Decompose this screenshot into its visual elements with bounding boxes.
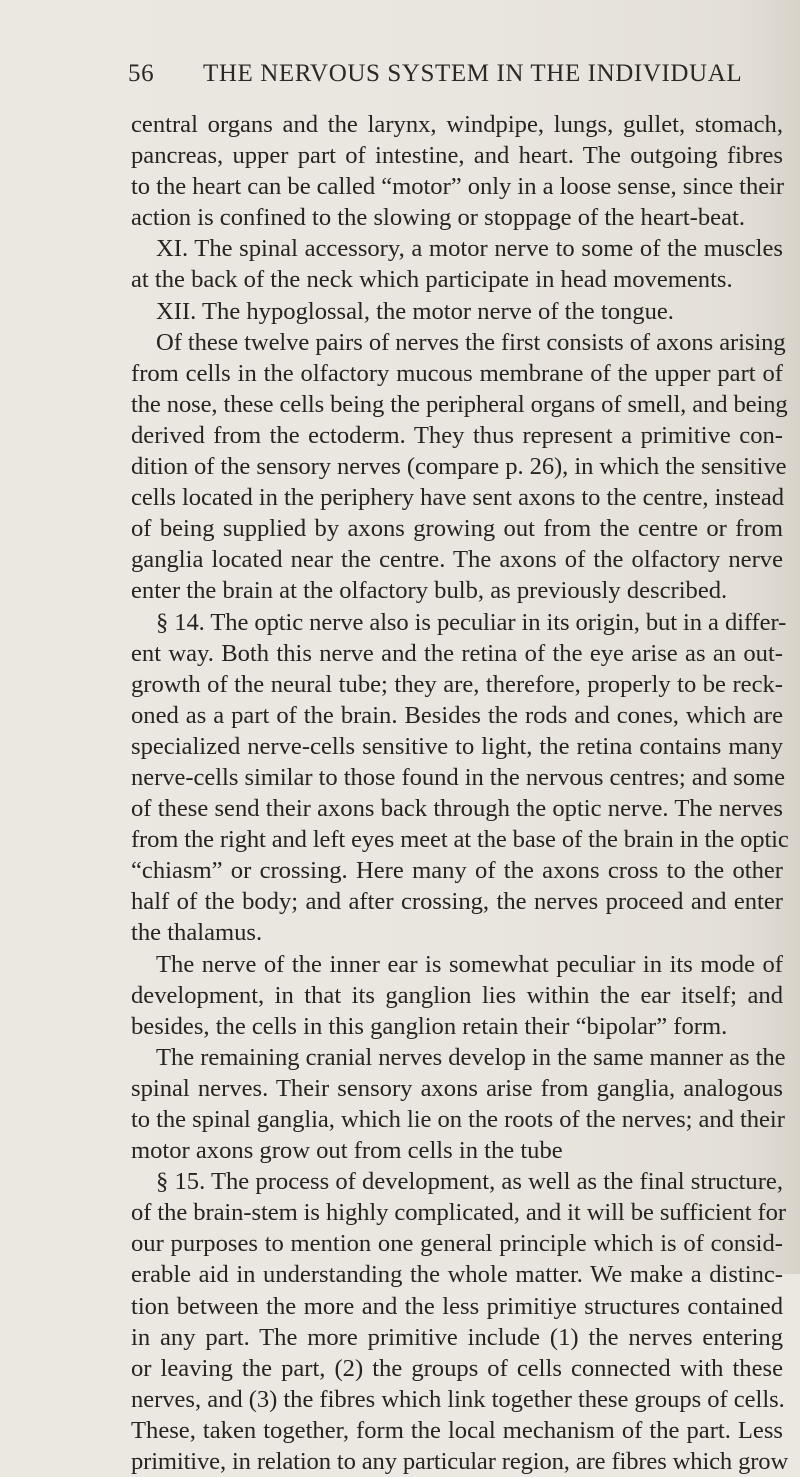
text-line: of being supplied by axons growing out from the centre or from xyxy=(131,515,783,543)
text-line: dition of the sensory nerves (compare p. 26), in which the sensitive xyxy=(131,453,787,481)
text-line: besides, the cells in this ganglion retain their “bipolar” form. xyxy=(131,1012,728,1040)
text-line: § 14. The optic nerve also is peculiar in its origin, but in a differ- xyxy=(156,608,787,636)
text-line: pancreas, upper part of intestine, and heart. The outgoing fibres xyxy=(131,142,783,170)
text-line: of the brain-stem is highly complicated, and it will be sufficient for xyxy=(131,1199,786,1227)
text-line: These, taken together, form the local mechanism of the part. Less xyxy=(131,1416,783,1444)
text-line: enter the brain at the olfactory bulb, as previously described. xyxy=(131,577,728,605)
page-number: 56 xyxy=(128,60,155,87)
text-line: at the back of the neck which participate in head movements. xyxy=(131,266,733,294)
text-line: primitive, in relation to any particular region, are fibres which grow xyxy=(131,1448,789,1476)
text-line: of these send their axons back through the optic nerve. The nerves xyxy=(131,795,783,823)
text-line: central organs and the larynx, windpipe, lungs, gullet, stomach, xyxy=(131,111,783,138)
text-line: XI. The spinal accessory, a motor nerve to some of the muscles xyxy=(156,235,783,263)
text-line: nerves, and (3) the fibres which link together these groups of cells. xyxy=(131,1385,785,1413)
text-line: the thalamus. xyxy=(131,919,263,947)
text-line: “chiasm” or crossing. Here many of the axons cross to the other xyxy=(131,857,783,885)
text-line: XII. The hypoglossal, the motor nerve of the tongue. xyxy=(156,297,674,325)
text-line: The remaining cranial nerves develop in the same manner as the xyxy=(156,1043,786,1071)
text-line: to the heart can be called “motor” only in a loose sense, since their xyxy=(131,173,785,201)
text-line: § 15. The process of development, as well as the final structure, xyxy=(156,1168,783,1196)
text-line: from cells in the olfactory mucous membrane of the upper part of xyxy=(131,359,783,387)
text-line: ent way. Both this nerve and the retina of the eye arise as an out- xyxy=(131,639,783,667)
text-line: to the spinal ganglia, which lie on the roots of the nerves; and their xyxy=(131,1106,785,1133)
page-header xyxy=(0,60,800,100)
text-line: tion between the more and the less primitiye structures contained xyxy=(131,1292,783,1320)
text-line: from the right and left eyes meet at the base of the brain in the optic xyxy=(131,826,789,854)
text-line: Of these twelve pairs of nerves the first consists of axons arising xyxy=(156,328,786,356)
text-line: half of the body; and after crossing, the nerves proceed and enter xyxy=(131,888,783,916)
text-line: oned as a part of the brain. Besides the rods and cones, which are xyxy=(131,701,783,729)
text-line: nerve-cells similar to those found in the nervous centres; and some xyxy=(131,763,785,791)
text-line: motor axons grow out from cells in the tube xyxy=(131,1137,563,1165)
text-line: erable aid in understanding the whole matter. We make a distinc- xyxy=(131,1261,783,1289)
text-line: action is confined to the slowing or stoppage of the heart-beat. xyxy=(131,204,745,232)
text-line: cells located in the periphery have sent axons to the centre, instead xyxy=(131,484,785,512)
text-line: our purposes to mention one general principle which is of consid- xyxy=(131,1230,783,1258)
running-head: THE NERVOUS SYSTEM IN THE INDIVIDUAL xyxy=(203,60,743,87)
text-line: in any part. The more primitive include (1) the nerves entering xyxy=(131,1323,783,1351)
text-line: ganglia located near the centre. The axons of the olfactory nerve xyxy=(131,546,783,574)
body-text xyxy=(131,109,789,1477)
text-line: spinal nerves. Their sensory axons arise from ganglia, analogous xyxy=(131,1074,783,1102)
text-line: growth of the neural tube; they are, therefore, properly to be reck- xyxy=(131,670,783,698)
text-line: derived from the ectoderm. They thus represent a primitive con- xyxy=(131,421,783,449)
text-line: development, in that its ganglion lies within the ear itself; and xyxy=(131,981,783,1009)
text-line: or leaving the part, (2) the groups of cells connected with these xyxy=(131,1354,783,1382)
text-line: specialized nerve-cells sensitive to light, the retina contains many xyxy=(131,732,783,760)
text-line: the nose, these cells being the peripheral organs of smell, and being xyxy=(131,390,788,418)
text-line: The nerve of the inner ear is somewhat peculiar in its mode of xyxy=(156,950,783,978)
